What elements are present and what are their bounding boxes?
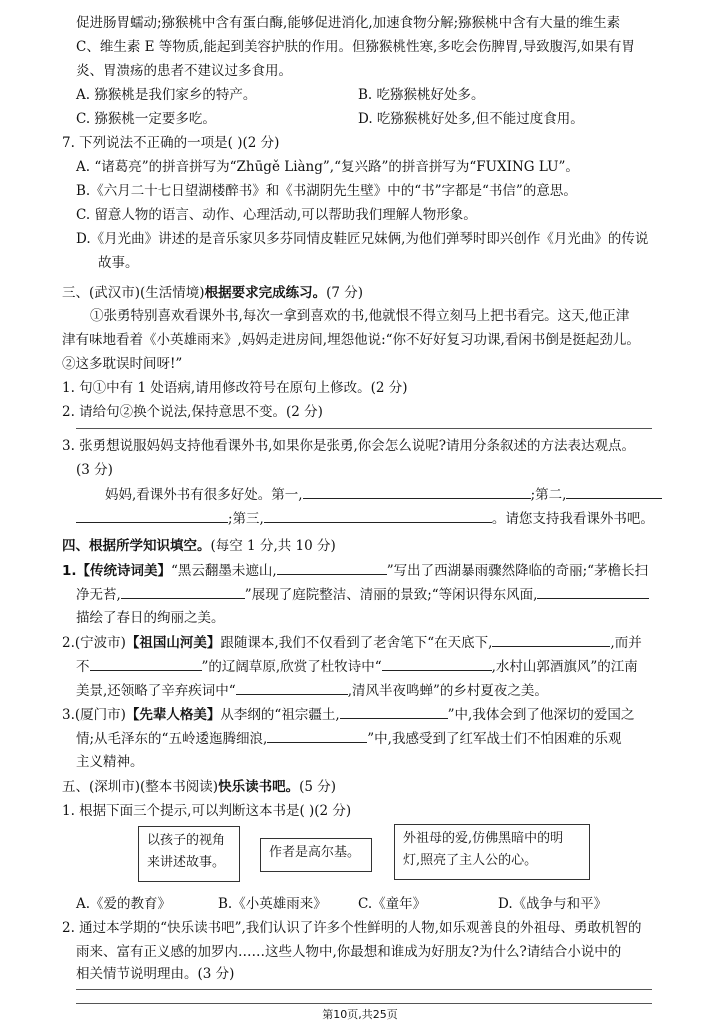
fill-text: ”中,我体会到了他深切的爱国之	[447, 707, 635, 723]
option-d: D. 吃猕猴桃好处多,但不能过度食用。	[358, 111, 584, 127]
answer-blank[interactable]	[566, 484, 662, 499]
fill-line	[76, 680, 548, 701]
question-stem: 2. 通过本学期的“快乐读书吧”,我们认识了许多个性鲜明的人物,如乐观善良的外祖母、勇敢机智的	[62, 920, 642, 936]
option-d-cont: 故事。	[98, 255, 139, 271]
question-stem: 1. 根据下面三个提示,可以判断这本书是( )(2 分)	[62, 803, 352, 819]
question-stem: 3. 张勇想说服妈妈支持他看课外书,如果你是张勇,你会怎么说呢?请用分条叙述的方法表达观点。	[62, 438, 635, 454]
answer-blank[interactable]	[492, 632, 610, 647]
passage-line: ①张勇特别喜欢看课外书,每次一拿到喜欢的书,他就恨不得立刻马上把书看完。这天,他正津	[90, 308, 630, 324]
fill-text: ,清风半夜鸣蝉”的乡村夏夜之美。	[347, 683, 548, 699]
question-tag: 【先辈人格美】	[125, 707, 221, 723]
hint-text: 外祖母的爱,仿佛黑暗中的明	[403, 831, 564, 846]
question-score: (3 分)	[76, 462, 113, 478]
fill-text: 美景,还领略了辛弃疾词中“	[76, 683, 236, 699]
fill-text: ”的辽阔草原,欣赏了杜牧诗中“	[201, 659, 382, 675]
hint-text: 作者是高尔基。	[269, 845, 361, 860]
answer-text: ;第二,	[530, 487, 567, 503]
section-four-title	[62, 536, 336, 556]
answer-blank[interactable]	[382, 656, 492, 671]
passage-line: 促进肠胃蠕动;猕猴桃中含有蛋白酶,能够促进消化,加速食物分解;猕猴桃中含有大量的维生素	[76, 15, 621, 31]
answer-line[interactable]	[76, 428, 652, 429]
fill-text: 跟随课本,我们不仅看到了老舍笔下“在天底下,	[220, 635, 493, 651]
fill-text: 净无苔,	[76, 587, 121, 603]
hint-box-3	[394, 824, 590, 880]
fill-line	[62, 704, 634, 725]
hint-text: 以孩子的视角	[147, 833, 226, 848]
answer-text: 。请您支持我看课外书吧。	[491, 511, 654, 527]
option-b: B.《小英雄雨来》	[218, 896, 327, 912]
answer-blank[interactable]	[277, 560, 387, 575]
section-heading: 根据要求完成练习。	[204, 285, 327, 301]
section-score: (每空 1 分,共 10 分)	[210, 538, 336, 554]
answer-blank[interactable]	[76, 508, 228, 523]
answer-blank[interactable]	[303, 484, 531, 499]
fill-text: ”中,我感受到了红军战士们不怕困难的乐观	[367, 731, 622, 747]
option-b: B.《六月二十七日望湖楼醉书》和《书湖阴先生壁》中的“书”字都是“书信”的意思。	[76, 183, 577, 199]
question-tag: 【传统诗词美】	[76, 563, 172, 579]
option-c: C. 留意人物的语言、动作、心理活动,可以帮助我们理解人物形象。	[76, 207, 477, 223]
answer-blank[interactable]	[267, 728, 367, 743]
section-three-title	[62, 283, 363, 303]
fill-text: ”写出了西湖暴雨骤然降临的奇丽;“茅檐长扫	[386, 563, 649, 579]
question-stem: 7. 下列说法不正确的一项是( )(2 分)	[62, 135, 280, 151]
fill-text: ,水村山郭酒旗风”的江南	[491, 659, 638, 675]
hint-box-1	[138, 826, 240, 882]
question-stem: 雨来、富有正义感的加罗内……这些人物中,你最想和谁成为好朋友?为什么?请结合小说中的	[76, 944, 622, 960]
option-a: A. 猕猴桃是我们家乡的特产。	[76, 87, 257, 103]
hint-text: 灯,照亮了主人公的心。	[403, 853, 538, 868]
passage-line: 津有味地看着《小英雄雨来》,妈妈走进房间,埋怨他说:“你不好好复习功课,看闲书倒是挺起劲儿。	[62, 332, 640, 348]
page-number: 第10页,共25页	[322, 1008, 398, 1021]
answer-text: 妈妈,看课外书有很多好处。第一,	[105, 487, 303, 503]
passage-line: C、维生素 E 等物质,能起到美容护肤的作用。但猕猴桃性寒,多吃会伤脾胃,导致腹泻,如果有胃	[76, 39, 635, 55]
question-stem: 2. 请给句②换个说法,保持意思不变。(2 分)	[62, 404, 323, 420]
question-number: 3.(厦门市)	[62, 707, 126, 723]
answer-text: ;第三,	[228, 511, 264, 527]
question-number: 1.	[62, 563, 77, 579]
option-a: A.《爱的教育》	[76, 896, 172, 912]
answer-blank[interactable]	[537, 584, 649, 599]
question-stem: 相关情节说明理由。(3 分)	[76, 966, 235, 982]
answer-blank[interactable]	[121, 584, 245, 599]
fill-text: 从李纲的“祖宗疆土,	[220, 707, 340, 723]
fill-text: 不	[76, 659, 90, 675]
fill-text: “黑云翻墨未遮山,	[171, 563, 277, 579]
fill-line	[62, 632, 642, 653]
section-score: (7 分)	[326, 285, 363, 301]
passage-line: 炎、胃溃疡的患者不建议过多食用。	[76, 63, 292, 79]
fill-line	[76, 584, 649, 605]
hint-text: 来讲述故事。	[147, 855, 226, 870]
option-d: D.《战争与和平》	[498, 896, 608, 912]
section-tags: 三、(武汉市)(生活情境)	[62, 285, 205, 301]
fill-line	[76, 656, 638, 677]
fill-text: ,而并	[610, 635, 642, 651]
answer-blank[interactable]	[264, 508, 492, 523]
answer-template-line	[76, 508, 654, 529]
answer-line[interactable]	[76, 1003, 652, 1004]
option-c: C.《童年》	[358, 896, 427, 912]
option-a: A. “诸葛亮”的拼音拼写为“Zhūgě Liàng”,“复兴路”的拼音拼写为“FUXING LU”。	[76, 159, 579, 175]
option-d: D.《月光曲》讲述的是音乐家贝多芬同情皮鞋匠兄妹俩,为他们弹琴时即兴创作《月光曲》的传说	[76, 231, 649, 247]
section-heading: 四、根据所学知识填空。	[62, 538, 211, 554]
section-tags: 五、(深圳市)(整本书阅读)	[62, 779, 219, 795]
option-c: C. 猕猴桃一定要多吃。	[76, 111, 216, 127]
answer-blank[interactable]	[236, 680, 348, 695]
answer-blank[interactable]	[90, 656, 202, 671]
hint-box-2	[260, 838, 372, 872]
fill-line: 描绘了春日的绚丽之美。	[76, 610, 225, 626]
answer-line[interactable]	[76, 989, 652, 990]
fill-line	[62, 560, 648, 581]
fill-text: ”展现了庭院整洁、清丽的景致;“等闲识得东风面,	[244, 587, 538, 603]
answer-blank[interactable]	[340, 704, 448, 719]
section-score: (5 分)	[299, 779, 336, 795]
question-stem: 1. 句①中有 1 处语病,请用修改符号在原句上修改。(2 分)	[62, 380, 408, 396]
section-five-title	[62, 777, 336, 797]
passage-line: ②这多耽误时间呀!”	[62, 356, 183, 372]
option-b: B. 吃猕猴桃好处多。	[358, 87, 485, 103]
fill-line: 主义精神。	[76, 754, 144, 770]
question-number: 2.(宁波市)	[62, 635, 126, 651]
fill-text: 情;从毛泽东的“五岭逶迤腾细浪,	[76, 731, 268, 747]
question-tag: 【祖国山河美】	[125, 635, 221, 651]
section-heading: 快乐读书吧。	[218, 779, 300, 795]
fill-line	[76, 728, 621, 749]
answer-template-line	[105, 484, 662, 505]
